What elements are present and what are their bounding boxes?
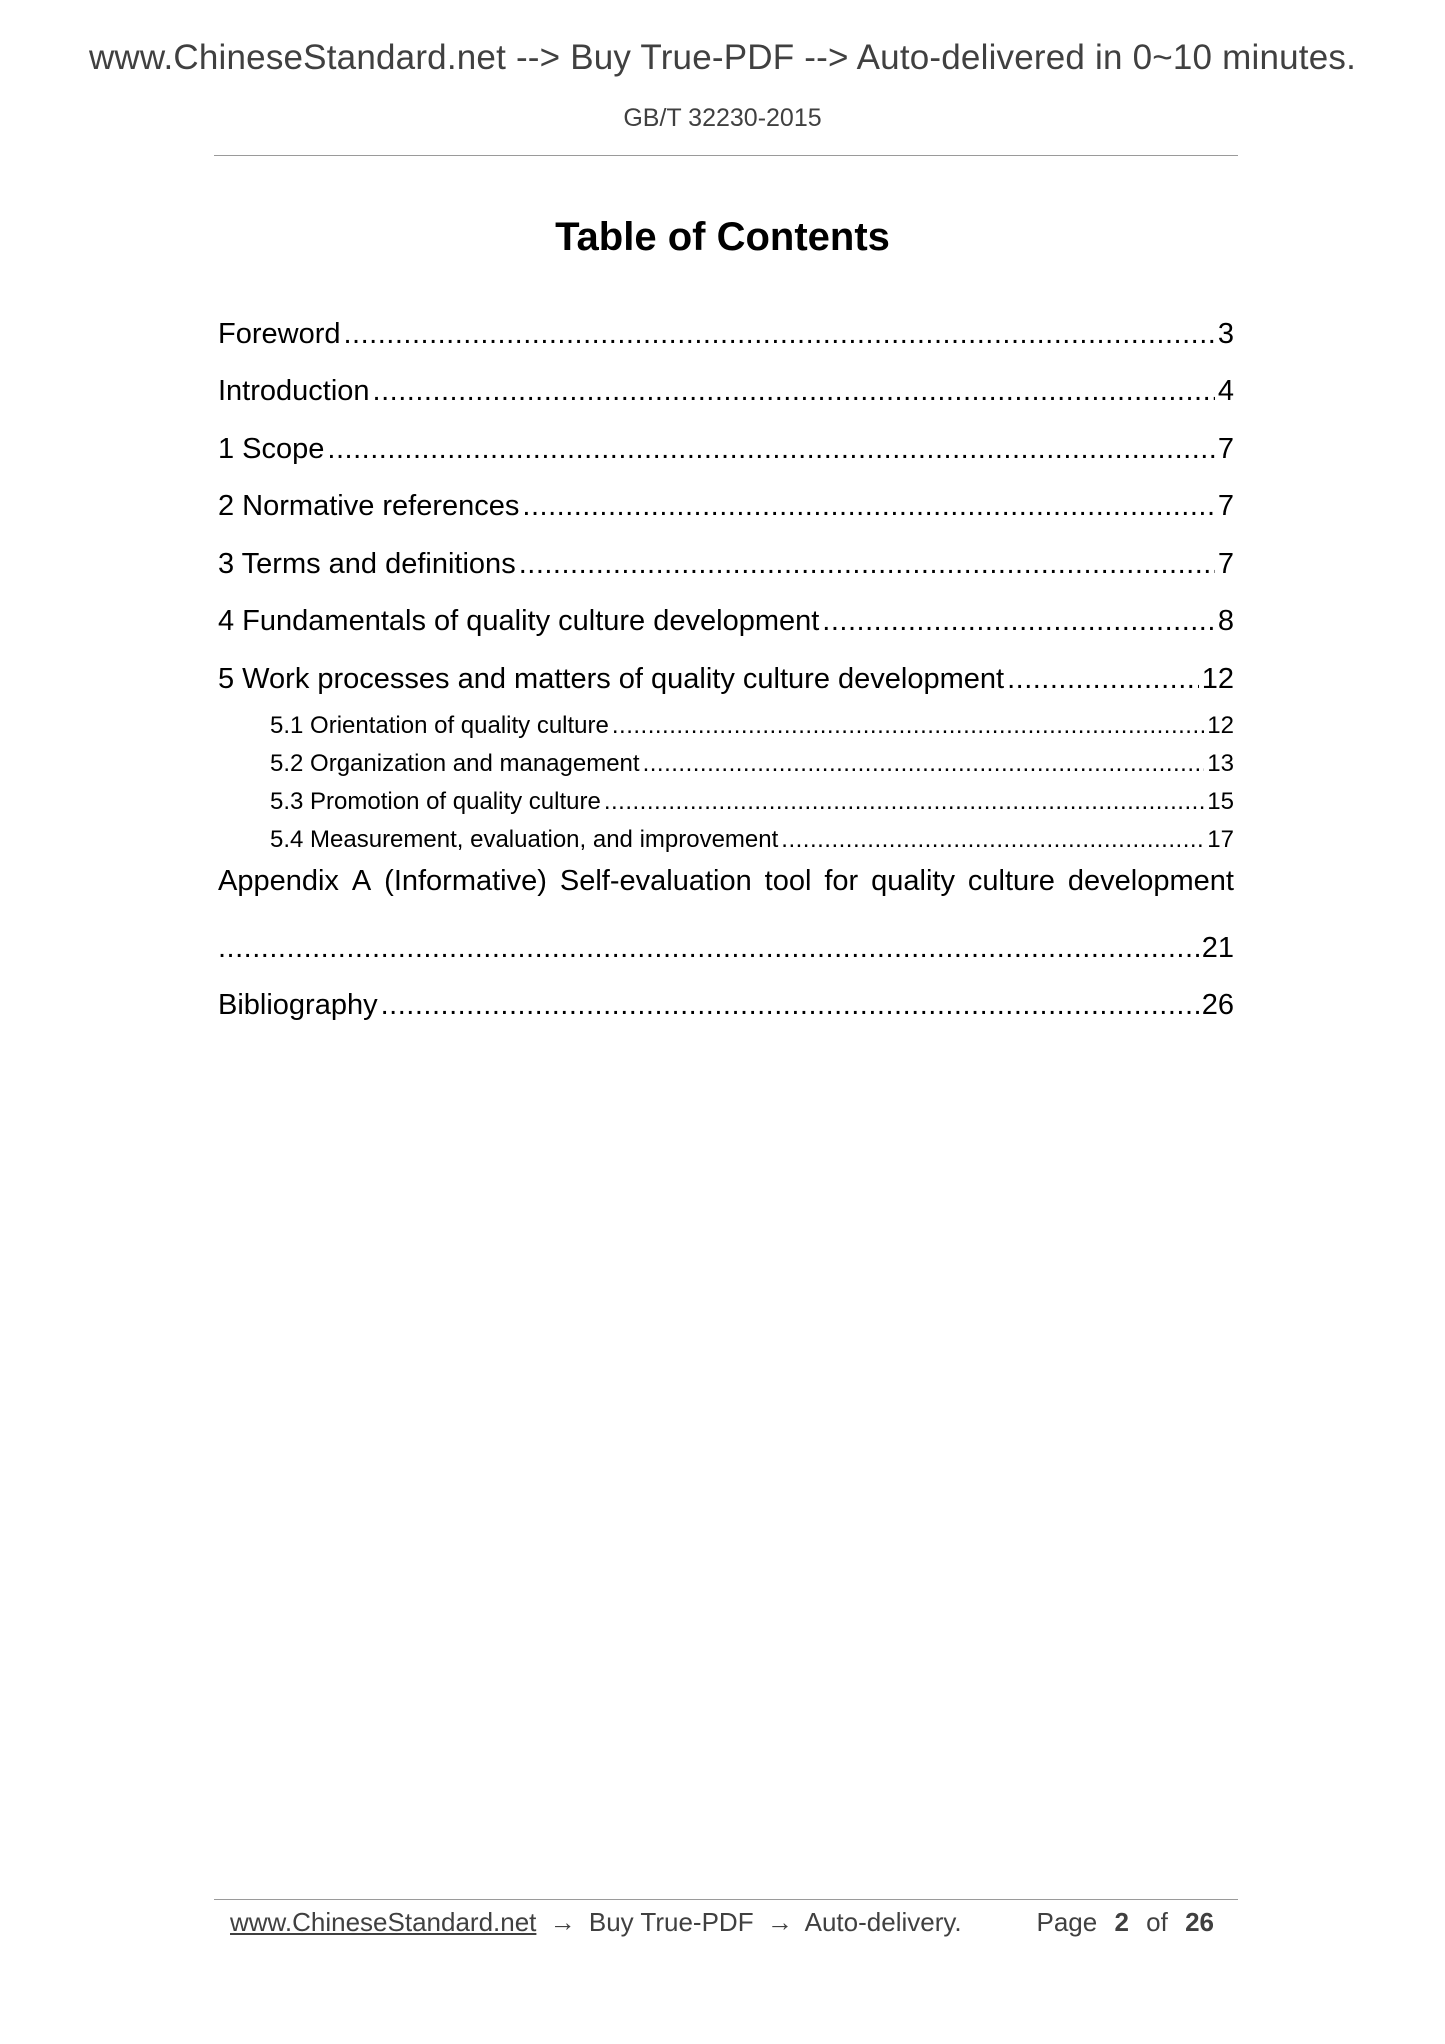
- toc-subentry-promotion[interactable]: [218, 781, 1234, 819]
- appendix-word: quality: [871, 864, 955, 897]
- footer-site-link[interactable]: www.ChineseStandard.net: [230, 1907, 537, 1937]
- toc-entry-label: Introduction: [218, 375, 370, 407]
- dot-leader: [381, 981, 1199, 1029]
- dot-leader: [643, 747, 1205, 781]
- toc-entry-page: 12: [1201, 662, 1234, 695]
- toc-entry-page: 7: [1217, 547, 1234, 580]
- arrow-right-icon: →: [549, 1907, 576, 1937]
- dot-leader: [519, 540, 1215, 588]
- toc-entry-label: 2 Normative references: [218, 490, 520, 522]
- appendix-word: (Informative): [384, 864, 547, 897]
- table-of-contents: [218, 300, 1234, 1029]
- page-number-indicator: [1036, 1902, 1224, 1942]
- appendix-word: A: [351, 864, 372, 897]
- toc-subentry-orientation[interactable]: [218, 703, 1234, 743]
- toc-entry-label: 3 Terms and definitions: [218, 547, 516, 580]
- toc-entry-terms-definitions[interactable]: [218, 530, 1234, 588]
- toc-entry-label: Foreword: [218, 317, 341, 350]
- toc-entry-page: 3: [1217, 317, 1234, 350]
- toc-entry-appendix-a-page-line[interactable]: [218, 914, 1234, 972]
- toc-subentry-label: 5.2 Organization and management: [270, 749, 640, 777]
- toc-subentry-page: 12: [1207, 711, 1234, 739]
- arrow-right-icon: →: [766, 1907, 793, 1937]
- footer-delivery-text: Auto-delivery.: [804, 1907, 962, 1937]
- toc-subentry-label: 5.4 Measurement, evaluation, and improvement: [270, 825, 779, 853]
- toc-entry-introduction[interactable]: [218, 358, 1234, 416]
- toc-entry-page: 7: [1217, 490, 1234, 522]
- toc-entry-normative-references[interactable]: [218, 473, 1234, 531]
- appendix-word: development: [1067, 864, 1234, 897]
- toc-entry-page: 26: [1201, 989, 1234, 1021]
- toc-subentry-page: 13: [1207, 749, 1234, 777]
- total-page-count: 26: [1185, 1907, 1214, 1937]
- toc-entry-appendix-a[interactable]: [218, 857, 1234, 915]
- dot-leader: [344, 310, 1215, 358]
- dot-leader: [218, 924, 1199, 972]
- page-footer: [230, 1902, 1230, 1942]
- dot-leader: [612, 709, 1204, 743]
- dot-leader: [822, 597, 1215, 645]
- toc-entry-page: 8: [1217, 605, 1234, 637]
- toc-entry-bibliography[interactable]: [218, 972, 1234, 1030]
- toc-entry-foreword[interactable]: [218, 300, 1234, 358]
- toc-subentry-page: 17: [1207, 825, 1234, 853]
- toc-entry-fundamentals[interactable]: [218, 588, 1234, 646]
- toc-entry-page: 4: [1217, 375, 1234, 407]
- toc-title: Table of Contents: [555, 215, 890, 259]
- toc-subentry-page: 15: [1207, 787, 1234, 815]
- toc-entry-label: 5 Work processes and matters of quality culture development: [218, 662, 1005, 695]
- dot-leader: [604, 785, 1204, 819]
- dot-leader: [1007, 655, 1199, 703]
- appendix-word: tool: [764, 864, 812, 897]
- toc-subentry-label: 5.1 Orientation of quality culture: [270, 711, 609, 739]
- toc-entry-scope[interactable]: [218, 415, 1234, 473]
- dot-leader: [327, 425, 1214, 473]
- dot-leader: [373, 367, 1215, 415]
- appendix-word: Appendix: [218, 864, 339, 897]
- toc-entry-label: Bibliography: [218, 989, 378, 1021]
- footer-buy-text: Buy True-PDF: [588, 1907, 754, 1937]
- footer-divider: [214, 1899, 1238, 1900]
- of-word: of: [1146, 1907, 1168, 1937]
- toc-subentry-organization[interactable]: [218, 743, 1234, 781]
- appendix-word: for: [824, 864, 859, 897]
- toc-subentry-measurement[interactable]: [218, 819, 1234, 857]
- dot-leader: [522, 482, 1214, 530]
- dot-leader: [781, 823, 1204, 857]
- header-divider: [214, 155, 1238, 156]
- appendix-word: Self-evaluation: [559, 864, 752, 897]
- standard-code: GB/T 32230-2015: [623, 104, 822, 132]
- toc-entry-label: 1 Scope: [218, 432, 325, 465]
- toc-entry-label: 4 Fundamentals of quality culture development: [218, 605, 820, 637]
- appendix-word: culture: [967, 864, 1055, 897]
- toc-entry-page: 21: [1201, 931, 1234, 964]
- page-word: Page: [1036, 1907, 1098, 1937]
- current-page-number: 2: [1114, 1907, 1129, 1937]
- toc-entry-work-processes[interactable]: [218, 645, 1234, 703]
- header-banner: www.ChineseStandard.net --> Buy True-PDF --> Auto-delivered in 0~10 minutes.: [88, 38, 1357, 77]
- toc-entry-page: 7: [1217, 432, 1234, 465]
- toc-subentry-label: 5.3 Promotion of quality culture: [270, 787, 601, 815]
